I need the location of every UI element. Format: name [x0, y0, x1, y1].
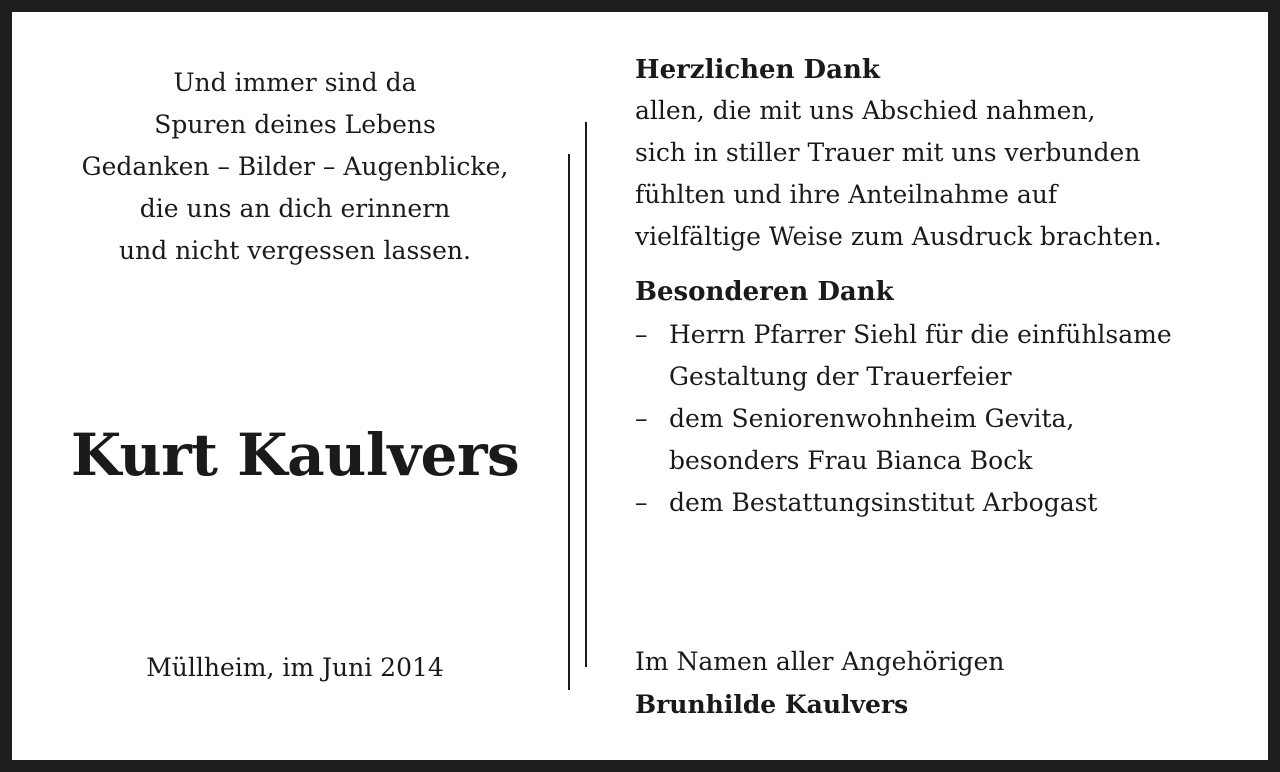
- thanks-line: fühlten und ihre Anteilnahme auf: [635, 180, 1058, 209]
- list-item-line: besonders Frau Bianca Bock: [669, 446, 1033, 475]
- thanks-column: [635, 50, 1245, 524]
- deceased-name: Kurt Kaulvers: [70, 421, 520, 489]
- thanks-line: vielfältige Weise zum Ausdruck brachten.: [635, 222, 1162, 251]
- poem-line: und nicht vergessen lassen.: [119, 236, 471, 265]
- obituary-card: [12, 12, 1268, 760]
- poem-line: Gedanken – Bilder – Augenblicke,: [81, 152, 509, 181]
- divider-rule-right: [585, 122, 587, 667]
- signoff: [635, 640, 1004, 726]
- list-item-line: dem Bestattungsinstitut Arbogast: [669, 488, 1098, 517]
- list-item-line: dem Seniorenwohnheim Gevita,: [669, 404, 1075, 433]
- thanks-heading: Herzlichen Dank: [635, 55, 880, 85]
- bullet-dash: –: [635, 404, 648, 433]
- special-thanks-heading: Besonderen Dank: [635, 277, 894, 307]
- thanks-line: sich in stiller Trauer mit uns verbunden: [635, 138, 1141, 167]
- place-date: Müllheim, im Juni 2014: [146, 653, 444, 682]
- thanks-paragraph: [635, 90, 1245, 258]
- bullet-dash: –: [635, 488, 648, 517]
- poem-line: Und immer sind da: [173, 68, 417, 97]
- bullet-dash: –: [635, 320, 648, 349]
- list-item: [635, 314, 1245, 398]
- signer-name: Brunhilde Kaulvers: [635, 690, 909, 719]
- divider-rule-left: [568, 154, 570, 690]
- poem-line: die uns an dich erinnern: [139, 194, 451, 223]
- signoff-intro: Im Namen aller Angehörigen: [635, 647, 1005, 676]
- thanks-line: allen, die mit uns Abschied nahmen,: [635, 96, 1096, 125]
- special-thanks-list: [635, 314, 1245, 524]
- memorial-poem: [12, 62, 578, 272]
- list-item: [635, 482, 1245, 524]
- list-item: [635, 398, 1245, 482]
- list-item-line: Gestaltung der Trauerfeier: [669, 362, 1012, 391]
- list-item-line: Herrn Pfarrer Siehl für die einfühlsame: [669, 320, 1172, 349]
- poem-line: Spuren deines Lebens: [154, 110, 436, 139]
